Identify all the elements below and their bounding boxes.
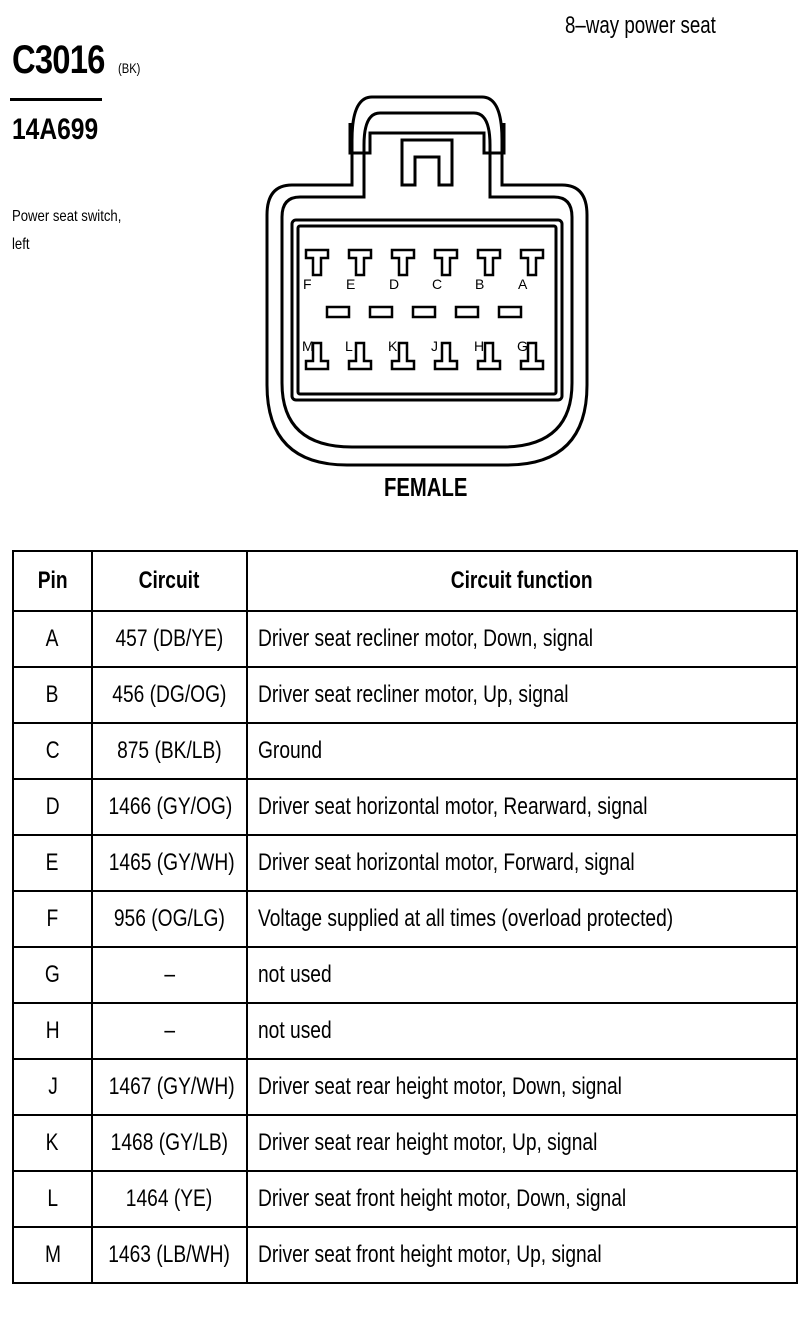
pin-label: F <box>303 276 312 292</box>
spacer-slot <box>327 307 349 317</box>
table-row <box>13 835 797 891</box>
part-number: 14A699 <box>12 113 99 146</box>
circuit-cell: 1467 (GY/WH) <box>92 1059 247 1115</box>
pin-label: L <box>345 338 353 354</box>
circuit-cell: 457 (DB/YE) <box>92 611 247 667</box>
pin-cell: C <box>13 723 92 779</box>
pin-terminal-top <box>475 250 500 292</box>
circuit-cell: 1466 (GY/OG) <box>92 779 247 835</box>
circuit-cell: 1465 (GY/WH) <box>92 835 247 891</box>
description-line-2: left <box>12 236 30 253</box>
connector-inner-shell <box>282 113 572 447</box>
connector-outer-shell <box>267 97 587 465</box>
spacer-slot <box>456 307 478 317</box>
pin-cell: B <box>13 667 92 723</box>
pin-label: J <box>431 338 438 354</box>
pin-label: H <box>474 338 485 354</box>
connector-description <box>12 203 143 259</box>
pin-terminal-bottom <box>431 338 457 369</box>
pin-terminal-bottom <box>388 338 414 369</box>
table-row <box>13 1059 797 1115</box>
spacer-row <box>327 307 521 317</box>
pin-cell: K <box>13 1115 92 1171</box>
pin-cell: D <box>13 779 92 835</box>
spacer-slot <box>413 307 435 317</box>
table-row <box>13 1171 797 1227</box>
pin-label: M <box>302 338 314 354</box>
header-pin: Pin <box>13 551 92 611</box>
pin-terminal-top <box>389 250 414 292</box>
pin-label: K <box>388 338 398 354</box>
pin-label: A <box>518 276 528 292</box>
circuit-cell: 1468 (GY/LB) <box>92 1115 247 1171</box>
title-underline <box>10 98 102 101</box>
pin-label: C <box>432 276 443 292</box>
connector-latch <box>350 123 504 153</box>
pin-cell: H <box>13 1003 92 1059</box>
pin-cell: J <box>13 1059 92 1115</box>
pin-cell: G <box>13 947 92 1003</box>
circuit-cell: – <box>92 947 247 1003</box>
circuit-cell: 956 (OG/LG) <box>92 891 247 947</box>
connector-key <box>402 140 452 185</box>
pin-label: D <box>389 276 400 292</box>
header-function: Circuit function <box>247 551 797 611</box>
pin-terminal-bottom <box>517 338 543 369</box>
pin-cavity-inner <box>298 226 556 394</box>
function-cell: Ground <box>247 723 797 779</box>
circuit-cell: 1464 (YE) <box>92 1171 247 1227</box>
spacer-slot <box>370 307 392 317</box>
function-cell: Driver seat horizontal motor, Rearward, signal <box>247 779 797 835</box>
pin-terminal-top <box>303 250 328 292</box>
top-pin-row <box>303 250 543 292</box>
seat-variant-label: 8–way power seat <box>565 12 716 39</box>
pin-cell: F <box>13 891 92 947</box>
table-row <box>13 1115 797 1171</box>
function-cell: not used <box>247 947 797 1003</box>
table-row <box>13 1003 797 1059</box>
pin-cell: L <box>13 1171 92 1227</box>
connector-id: C3016 <box>12 38 105 82</box>
table-row <box>13 779 797 835</box>
pin-terminal-bottom <box>474 338 500 369</box>
pin-cell: M <box>13 1227 92 1283</box>
circuit-cell: 875 (BK/LB) <box>92 723 247 779</box>
table-row <box>13 667 797 723</box>
function-cell: Driver seat recliner motor, Down, signal <box>247 611 797 667</box>
function-cell: Driver seat front height motor, Down, signal <box>247 1171 797 1227</box>
function-cell: Voltage supplied at all times (overload protected) <box>247 891 797 947</box>
circuit-cell: 456 (DG/OG) <box>92 667 247 723</box>
pin-label: E <box>346 276 356 292</box>
description-line-1: Power seat switch, <box>12 208 122 225</box>
table-row <box>13 723 797 779</box>
pin-terminal-top <box>346 250 371 292</box>
function-cell: Driver seat rear height motor, Down, signal <box>247 1059 797 1115</box>
circuit-cell: 1463 (LB/WH) <box>92 1227 247 1283</box>
bottom-pin-row <box>302 338 543 369</box>
connector-gender-label: FEMALE <box>384 472 468 502</box>
function-cell: not used <box>247 1003 797 1059</box>
header-circuit: Circuit <box>92 551 247 611</box>
table-row <box>13 891 797 947</box>
pin-label: B <box>475 276 485 292</box>
pin-terminal-bottom <box>345 338 371 369</box>
pin-label: G <box>517 338 528 354</box>
table-header-row <box>13 551 797 611</box>
pin-cell: E <box>13 835 92 891</box>
pin-terminal-top <box>518 250 543 292</box>
table-row <box>13 611 797 667</box>
spacer-slot <box>499 307 521 317</box>
table-row <box>13 947 797 1003</box>
pin-terminal-top <box>432 250 457 292</box>
pin-cell: A <box>13 611 92 667</box>
connector-face-diagram <box>262 85 592 470</box>
function-cell: Driver seat front height motor, Up, signal <box>247 1227 797 1283</box>
function-cell: Driver seat recliner motor, Up, signal <box>247 667 797 723</box>
pin-table <box>12 550 798 1284</box>
pin-terminal-bottom <box>302 338 328 369</box>
function-cell: Driver seat horizontal motor, Forward, signal <box>247 835 797 891</box>
connector-color: (BK) <box>118 60 141 76</box>
circuit-cell: – <box>92 1003 247 1059</box>
table-row <box>13 1227 797 1283</box>
function-cell: Driver seat rear height motor, Up, signal <box>247 1115 797 1171</box>
